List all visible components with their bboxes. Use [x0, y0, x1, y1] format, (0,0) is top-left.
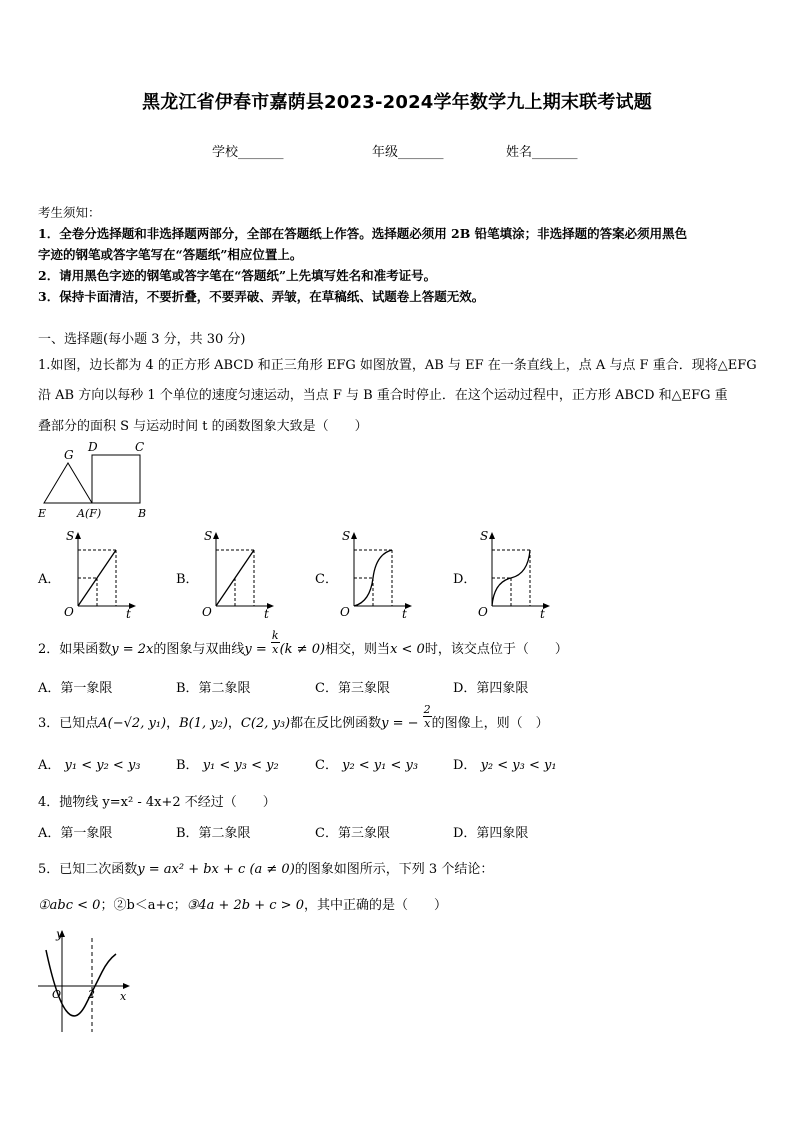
q1-line-3: 叠部分的面积 S 与运动时间 t 的函数图象大致是（ ）: [38, 419, 368, 434]
q4-option-d[interactable]: D．第四象限: [453, 826, 529, 841]
q5-stem: 5．已知二次函数y = ax² + bx + c (a ≠ 0)的图象如图所示，下列 3 个结论：: [38, 862, 494, 877]
label-b: B: [138, 507, 147, 520]
label-d: D: [88, 440, 98, 454]
axis-t: t: [540, 607, 545, 621]
q1-figure: [34, 437, 154, 521]
q3-stem: 3．已知点A(−√2, y₁)，B(1, y₂)，C(2, y₃)都在反比例函数y = − $\frac{2}{x}$ 的图像上，则（ ）: [38, 703, 549, 731]
axis-o: O: [64, 605, 74, 619]
q4-stem: 4．抛物线 y=x² - 4x+2 不经过（ ）: [38, 795, 276, 810]
notice-item-1b: 字迹的钢笔或答字笔写在“答题纸”相应位置上。: [38, 247, 303, 262]
notice-item-2: 2．请用黑色字迹的钢笔或答字笔在“答题纸”上先填写姓名和准考证号。: [38, 268, 437, 283]
q2-option-d[interactable]: D．第四象限: [453, 681, 529, 696]
q1-line-2: 沿 AB 方向以每秒 1 个单位的速度匀速运动，当点 F 与 B 重合时停止．在这个运动过程中，正方形 ABCD 和△EFG 重: [38, 388, 728, 403]
tick-2: 2: [88, 988, 95, 1001]
q2-option-c[interactable]: C．第三象限: [315, 681, 390, 696]
axis-t: t: [402, 607, 407, 621]
axis-o: O: [340, 605, 350, 619]
label-af: A(F): [77, 507, 102, 520]
q1-graph-d: [474, 526, 554, 621]
grade-field: 年级_______: [372, 145, 444, 160]
q2-option-a[interactable]: A．第一象限: [38, 681, 113, 696]
page-title: 黑龙江省伊春市嘉荫县2023-2024学年数学九上期末联考试题: [142, 92, 652, 113]
axis-y: y: [56, 927, 63, 941]
q1-option-d[interactable]: D．: [453, 572, 477, 587]
axis-o: O: [478, 605, 488, 619]
q2-stem: 2．如果函数y = 2x的图象与双曲线y = $\frac{k}{x}$ (k ≠ 0)相交，则当x < 0时，该交点位于（ ）: [38, 629, 568, 657]
q1-graph-b: [198, 526, 278, 621]
axis-t: t: [126, 607, 131, 621]
parabola: [46, 950, 116, 1016]
q2-option-b[interactable]: B．第二象限: [176, 681, 251, 696]
axis-o: O: [52, 988, 62, 1001]
square-abcd: [92, 455, 140, 503]
label-g: G: [64, 448, 74, 462]
q4-option-a[interactable]: A．第一象限: [38, 826, 113, 841]
q3-option-b[interactable]: B． y₁ < y₃ < y₂: [176, 758, 279, 773]
axis-s: S: [66, 529, 75, 543]
name-field: 姓名_______: [506, 145, 578, 160]
school-field: 学校_______: [212, 145, 284, 160]
q3-option-a[interactable]: A． y₁ < y₂ < y₃: [38, 758, 141, 773]
axis-o: O: [202, 605, 212, 619]
q1-option-a[interactable]: A．: [38, 572, 61, 587]
q5-graph: [38, 924, 138, 1036]
notice-item-3: 3．保持卡面清洁，不要折叠，不要弄破、弄皱，在草稿纸、试题卷上答题无效。: [38, 289, 485, 304]
q3-option-c[interactable]: C． y₂ < y₁ < y₃: [315, 758, 419, 773]
q1-option-b[interactable]: B．: [176, 572, 199, 587]
q1-graph-a: [60, 526, 140, 621]
q4-option-c[interactable]: C．第三象限: [315, 826, 390, 841]
label-c: C: [135, 440, 145, 454]
axis-t: t: [264, 607, 269, 621]
axis-s: S: [204, 529, 213, 543]
triangle-efg: [44, 463, 92, 503]
section-heading: 一、选择题(每小题 3 分，共 30 分): [38, 332, 246, 347]
axis-x: x: [120, 990, 127, 1003]
q1-option-c[interactable]: C．: [315, 572, 338, 587]
q5-conclusions: ①abc < 0；②b＜a+c；③4a + 2b + c > 0，其中正确的是（ ）: [38, 898, 447, 913]
notice-item-1: 1．全卷分选择题和非选择题两部分，全部在答题纸上作答。选择题必须用 2B 铅笔填涂；非选择题的答案必须用黑色: [38, 226, 688, 241]
axis-s: S: [480, 529, 489, 543]
q3-option-d[interactable]: D． y₂ < y₃ < y₁: [453, 758, 557, 773]
q1-graph-c: [336, 526, 416, 621]
q4-option-b[interactable]: B．第二象限: [176, 826, 251, 841]
curve-b: [216, 550, 254, 606]
notice-heading: 考生须知：: [38, 205, 101, 220]
axis-s: S: [342, 529, 351, 543]
label-e: E: [38, 507, 47, 520]
q1-line-1: 1.如图，边长都为 4 的正方形 ABCD 和正三角形 EFG 如图放置，AB 与 EF 在一条直线上，点 A 与点 F 重合．现将△EFG: [38, 358, 757, 373]
